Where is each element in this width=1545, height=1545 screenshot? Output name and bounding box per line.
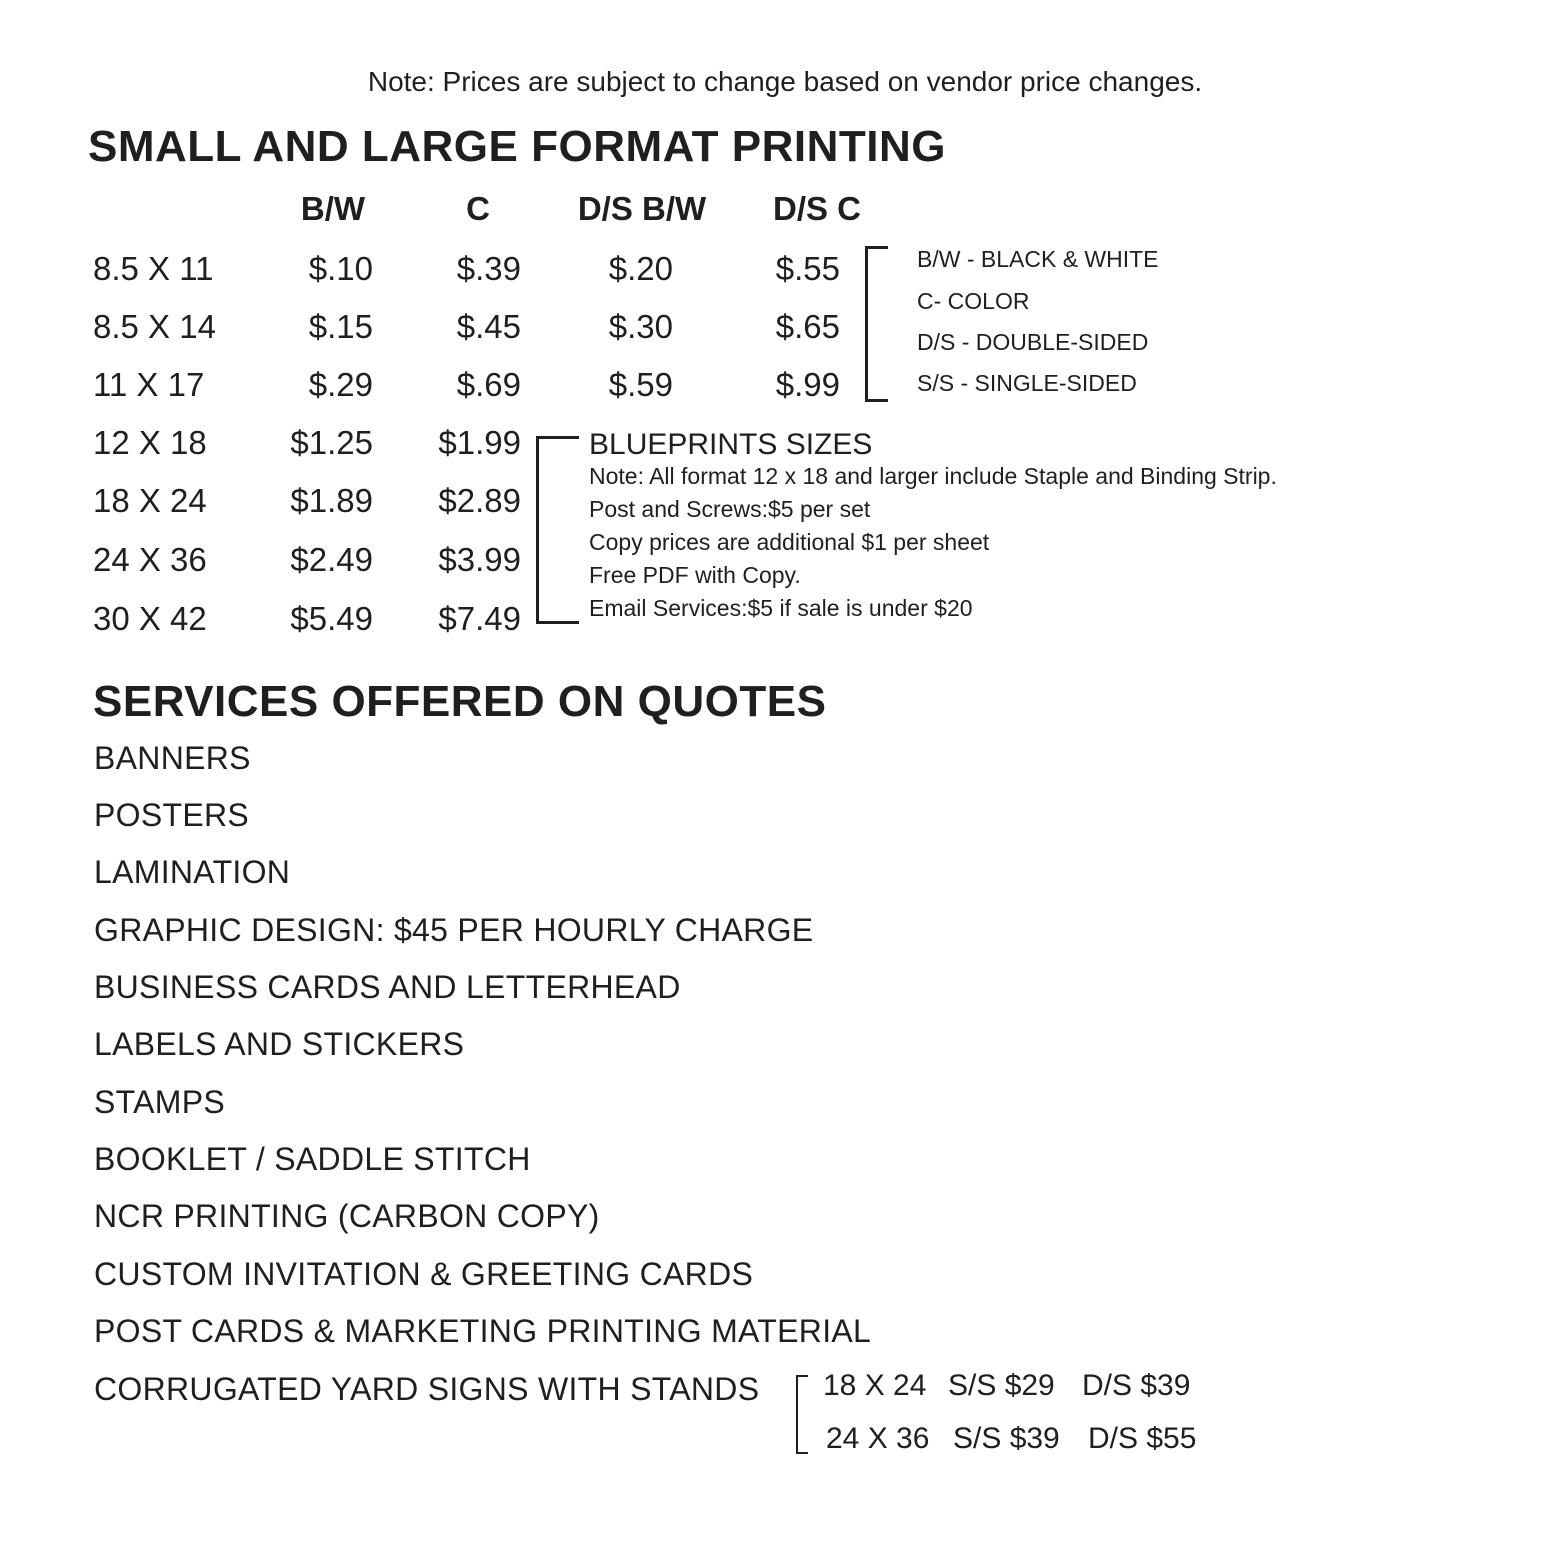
size-label: 11 X 17 [93, 366, 205, 403]
price-c: $.69 [456, 366, 521, 403]
legend-item: S/S - SINGLE-SIDED [917, 370, 1137, 396]
price-bw: $5.49 [290, 600, 373, 637]
yard-sign-size: 18 X 24 [823, 1369, 927, 1402]
blueprints-title: BLUEPRINTS SIZES [589, 428, 873, 461]
price-c: $2.89 [438, 482, 521, 519]
legend-item: C- COLOR [917, 288, 1030, 314]
service-item: BOOKLET / SADDLE STITCH [94, 1141, 531, 1177]
col-header-ds-c: D/S C [772, 190, 861, 227]
price-bw: $.10 [308, 250, 373, 287]
legend-bracket [865, 246, 888, 402]
yard-sign-ds-price: D/S $39 [1082, 1369, 1191, 1402]
price-ds-c: $.65 [775, 308, 840, 345]
price-bw: $2.49 [290, 541, 373, 578]
service-item: GRAPHIC DESIGN: $45 PER HOURLY CHARGE [94, 912, 814, 948]
yard-sign-bracket [796, 1375, 808, 1454]
price-change-note: Note: Prices are subject to change based on vendor price changes. [367, 66, 1203, 97]
service-item: NCR PRINTING (CARBON COPY) [94, 1198, 600, 1234]
yard-sign-ds-price: D/S $55 [1088, 1422, 1197, 1455]
size-label: 8.5 X 11 [93, 250, 214, 287]
col-header-bw: B/W [300, 190, 366, 227]
col-header-c: C [466, 190, 490, 227]
size-label: 30 X 42 [93, 600, 207, 637]
price-ds-c: $.55 [775, 250, 840, 287]
size-label: 18 X 24 [93, 482, 207, 519]
price-c: $7.49 [438, 600, 521, 637]
service-item: CORRUGATED YARD SIGNS WITH STANDS [94, 1371, 760, 1407]
size-label: 24 X 36 [93, 541, 207, 578]
service-item: POST CARDS & MARKETING PRINTING MATERIAL [94, 1313, 872, 1349]
blueprint-note: Post and Screws:$5 per set [589, 496, 871, 522]
price-c: $.39 [456, 250, 521, 287]
price-c: $3.99 [438, 541, 521, 578]
legend-item: B/W - BLACK & WHITE [917, 246, 1159, 272]
price-bw: $.29 [308, 366, 373, 403]
size-label: 12 X 18 [93, 424, 207, 461]
yard-sign-ss-price: S/S $39 [953, 1422, 1060, 1455]
service-item: LAMINATION [94, 854, 291, 890]
price-bw: $.15 [308, 308, 373, 345]
service-item: LABELS AND STICKERS [94, 1026, 465, 1062]
blueprint-note: Note: All format 12 x 18 and larger include Staple and Binding Strip. [589, 463, 1277, 489]
size-label: 8.5 X 14 [93, 308, 216, 345]
printing-title: SMALL AND LARGE FORMAT PRINTING [88, 122, 946, 171]
blueprint-bracket [536, 436, 579, 624]
service-item: STAMPS [94, 1084, 226, 1120]
legend-item: D/S - DOUBLE-SIDED [917, 329, 1149, 355]
service-item: BANNERS [94, 740, 251, 776]
price-ds-bw: $.59 [608, 366, 673, 403]
blueprint-note: Copy prices are additional $1 per sheet [589, 529, 990, 555]
blueprint-note: Email Services:$5 if sale is under $20 [589, 595, 973, 621]
price-bw: $1.25 [290, 424, 373, 461]
yard-sign-size: 24 X 36 [826, 1422, 930, 1455]
blueprint-note: Free PDF with Copy. [589, 562, 801, 588]
yard-sign-ss-price: S/S $29 [948, 1369, 1055, 1402]
col-header-ds-bw: D/S B/W [577, 190, 707, 227]
price-ds-bw: $.30 [608, 308, 673, 345]
price-c: $.45 [456, 308, 521, 345]
services-title: SERVICES OFFERED ON QUOTES [93, 677, 827, 726]
price-ds-bw: $.20 [608, 250, 673, 287]
service-item: CUSTOM INVITATION & GREETING CARDS [94, 1256, 754, 1292]
price-c: $1.99 [438, 424, 521, 461]
price-ds-c: $.99 [775, 366, 840, 403]
service-item: POSTERS [94, 797, 250, 833]
price-bw: $1.89 [290, 482, 373, 519]
service-item: BUSINESS CARDS AND LETTERHEAD [94, 969, 681, 1005]
